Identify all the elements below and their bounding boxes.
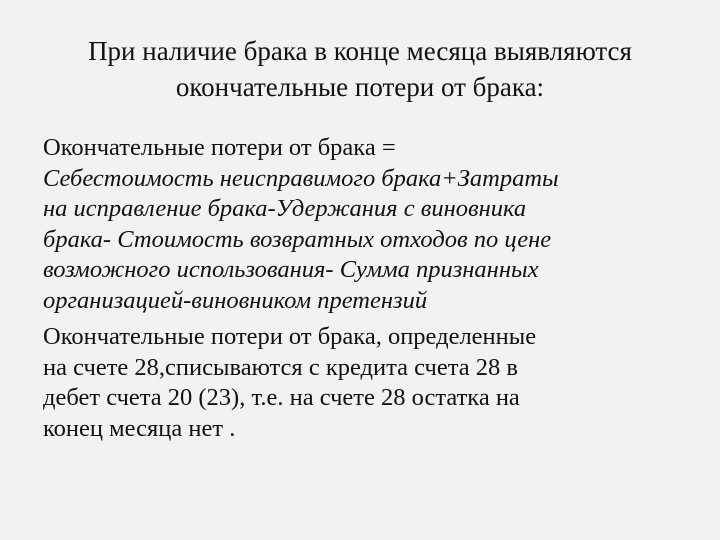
writeoff-line-3: дебет счета 20 (23), т.е. на счете 28 остатка на — [43, 384, 520, 411]
formula-line-3: брака- Стоимость возвратных отходов по цене — [43, 225, 552, 253]
writeoff-line-1: Окончательные потери от брака, определенные — [43, 323, 537, 350]
formula-line-1: Себестоимость неисправимого брака+Затраты — [43, 164, 559, 192]
formula-line-5: организацией-виновником претензий — [43, 286, 428, 314]
slide-title — [20, 33, 700, 105]
title-line-1: При наличие брака в конце месяца выявляются — [88, 36, 632, 66]
formula-paragraph — [43, 133, 703, 316]
writeoff-line-2: на счете 28,списываются с кредита счета 28 в — [43, 353, 518, 381]
title-line-2: окончательные потери от брака: — [175, 72, 545, 102]
writeoff-paragraph — [43, 322, 703, 444]
formula-lead: Окончательные потери от брака = — [43, 134, 396, 161]
writeoff-line-4: конец месяца нет . — [43, 414, 236, 442]
formula-line-2: на исправление брака-Удержания с виновника — [43, 195, 527, 222]
slide-body — [43, 133, 703, 444]
formula-line-4: возможного использования- Сумма признанных — [43, 256, 539, 283]
